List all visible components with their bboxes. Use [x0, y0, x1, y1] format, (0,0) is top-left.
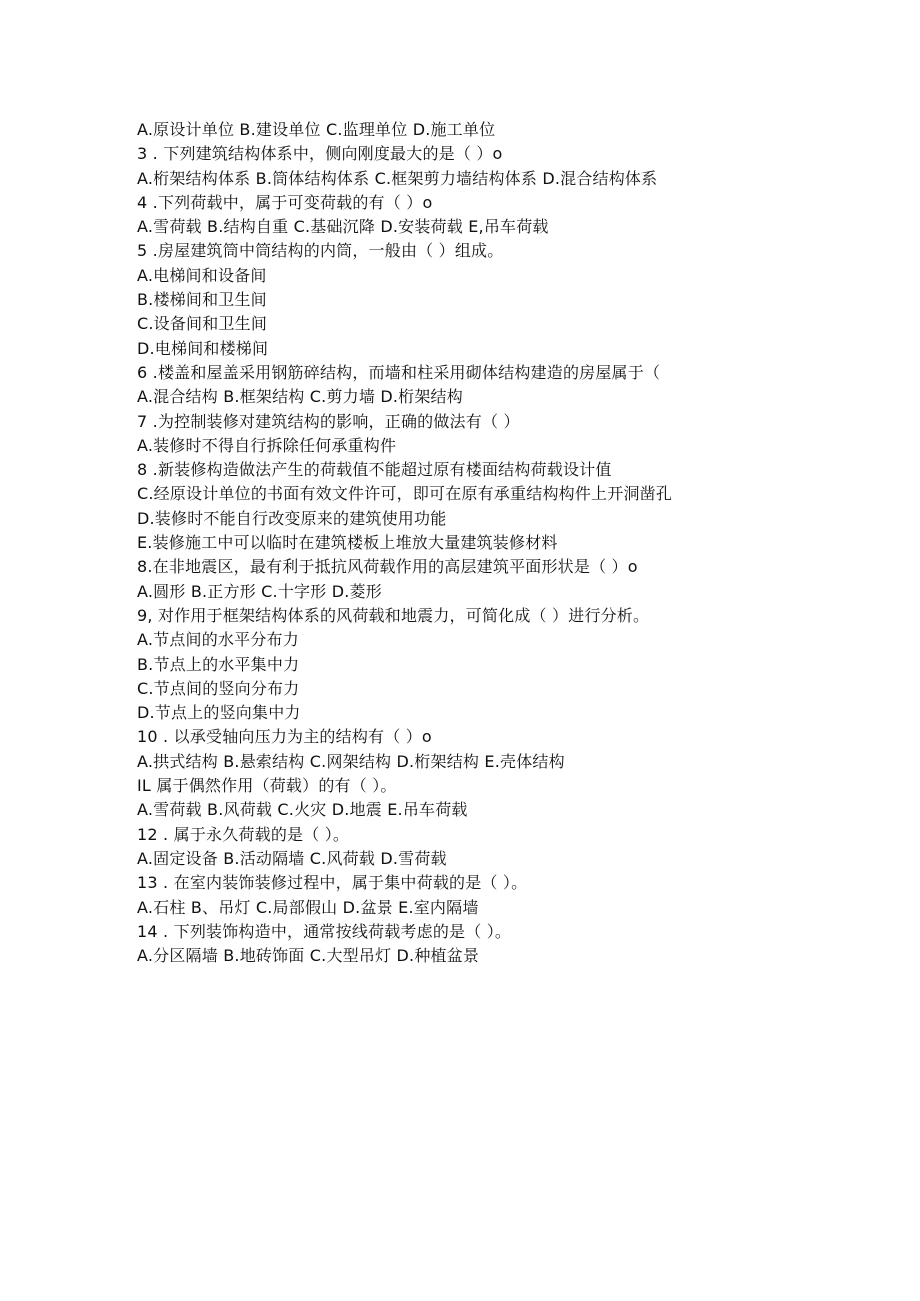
question-line: 13 . 在室内装饰装修过程中，属于集中荷载的是（ ）。 — [137, 873, 528, 893]
option-line: D.节点上的竖向集中力 — [137, 703, 301, 723]
option-line: D.电梯间和楼梯间 — [137, 338, 269, 358]
option-line: A.原设计单位 B.建设单位 C.监理单位 D.施工单位 — [137, 120, 496, 139]
option-line: A.电梯间和设备间 — [137, 265, 267, 285]
option-line: A.分区隔墙 B.地砖饰面 C.大型吊灯 D.种植盆景 — [137, 946, 480, 966]
option-line: C.设备间和卫生间 — [137, 314, 268, 334]
option-line: E.装修施工中可以临时在建筑楼板上堆放大量建筑装修材料 — [137, 533, 558, 553]
option-line: A.装修时不得自行拆除任何承重构件 — [137, 435, 397, 455]
option-line: A.固定设备 B.活动隔墙 C.风荷载 D.雪荷载 — [137, 848, 447, 868]
question-line: 4 .下列荷载中，属于可变荷载的有（ ）o — [137, 192, 433, 212]
question-line: 12 . 属于永久荷载的是（ ）。 — [137, 824, 350, 844]
question-line: 6 .楼盖和屋盖采用钢筋碎结构，而墙和柱采用砌体结构建造的房屋属于（ — [137, 362, 661, 382]
option-line: B.节点上的水平集中力 — [137, 654, 300, 674]
option-line: C.节点间的竖向分布力 — [137, 678, 300, 698]
document-page — [137, 118, 837, 968]
option-line: B.楼梯间和卫生间 — [137, 290, 267, 310]
option-line: A.混合结构 B.框架结构 C.剪力墙 D.桁架结构 — [137, 387, 463, 407]
question-line: 14 . 下列装饰构造中，通常按线荷载考虑的是（ ）。 — [137, 921, 512, 941]
option-line: D.装修时不能自行改变原来的建筑使用功能 — [137, 508, 447, 528]
option-line: 8 .新装修构造做法产生的荷载值不能超过原有楼面结构荷载设计值 — [137, 460, 612, 480]
question-line: IL 属于偶然作用（荷载）的有（ ）。 — [137, 776, 397, 796]
option-line: A.圆形 B.正方形 C.十字形 D.菱形 — [137, 581, 382, 601]
option-line: A.雪荷载 B.风荷载 C.火灾 D.地震 E.吊车荷载 — [137, 800, 468, 820]
question-line: 10 . 以承受轴向压力为主的结构有（ ）o — [137, 727, 432, 747]
option-line: C.经原设计单位的书面有效文件许可，即可在原有承重结构构件上开洞凿孔 — [137, 484, 673, 504]
option-line: A.雪荷载 B.结构自重 C.基础沉降 D.安装荷载 E,吊车荷载 — [137, 217, 549, 237]
option-line: A.节点间的水平分布力 — [137, 630, 299, 650]
question-line: 9, 对作用于框架结构体系的风荷载和地震力，可简化成（ ）进行分析。 — [137, 605, 650, 625]
question-line: 7 .为控制装修对建筑结构的影响，正确的做法有（ ） — [137, 411, 520, 431]
question-line: 8.在非地震区，最有利于抵抗风荷载作用的高层建筑平面形状是（ ）o — [137, 557, 638, 577]
option-line: A.石柱 B、吊灯 C.局部假山 D.盆景 E.室内隔墙 — [137, 897, 479, 917]
question-line: 3 . 下列建筑结构体系中，侧向刚度最大的是（ ）o — [137, 144, 503, 164]
option-line: A.拱式结构 B.悬索结构 C.网架结构 D.桁架结构 E.壳体结构 — [137, 751, 565, 771]
option-line: A.桁架结构体系 B.筒体结构体系 C.框架剪力墙结构体系 D.混合结构体系 — [137, 168, 658, 188]
question-line: 5 .房屋建筑筒中筒结构的内筒，一般由（ ）组成。 — [137, 241, 504, 261]
